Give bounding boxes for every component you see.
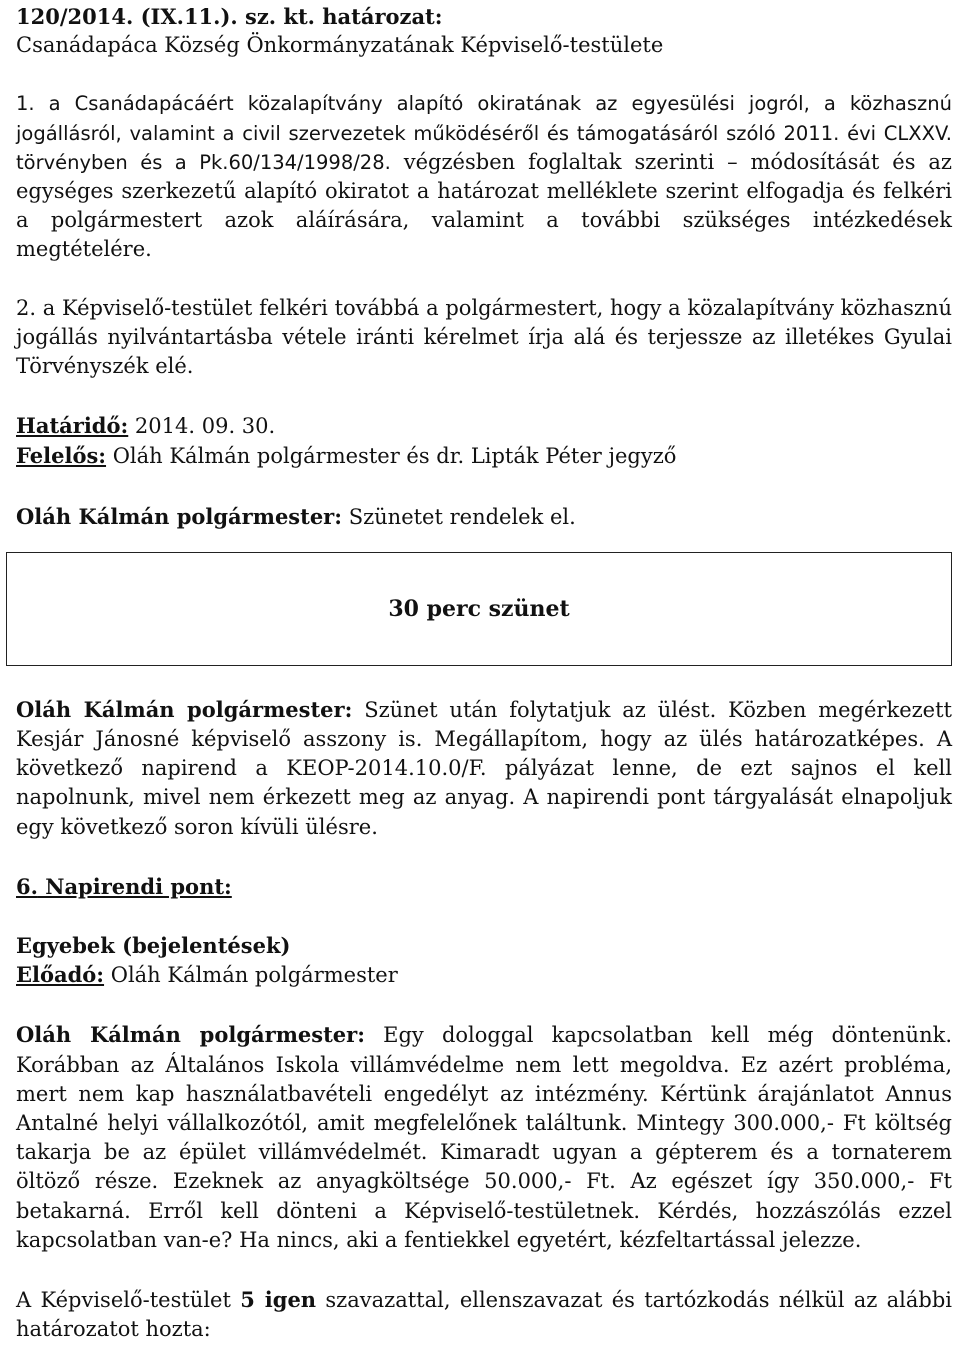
- resolution-point-1: [16, 89, 952, 264]
- vote-prefix: A Képviselő-testület: [16, 1288, 241, 1313]
- document-page: [16, 2, 952, 1345]
- break-box: [6, 552, 952, 666]
- agenda-heading: [16, 872, 952, 901]
- speaker-label: Oláh Kálmán polgármester:: [16, 1022, 365, 1048]
- responsible-label: Felelős:: [16, 443, 107, 469]
- speaker-label: Oláh Kálmán polgármester:: [16, 696, 353, 722]
- presenter-label: Előadó:: [16, 962, 105, 988]
- presenter-value: Oláh Kálmán polgármester: [104, 963, 398, 988]
- responsible-value: Oláh Kálmán polgármester és dr. Lipták Péter jegyző: [106, 444, 677, 469]
- agenda-label: Napirendi pont:: [37, 873, 232, 899]
- agenda-title: Egyebek (bejelentések): [16, 933, 291, 959]
- speech-text: Szünetet rendelek el.: [342, 504, 576, 529]
- speech-break-announcement: [16, 502, 952, 532]
- resolution-point-2: 2. a Képviselő-testület felkéri továbbá a polgármestert, hogy a közalapítvány közhasznú jogállás nyilvántartásba vétele iránti kérelmet írja alá és terjessze az illetékes Gyulai Törvényszék elé.: [16, 295, 952, 379]
- deadline-label: Határidő:: [16, 413, 129, 439]
- vote-count: 5 igen: [240, 1287, 317, 1313]
- vote-suffix: szavazattal, ellenszavazat és tartózkodás nélkül az alábbi határozatot hozta:: [16, 1288, 952, 1342]
- resolution-body: Csanádapáca Község Önkormányzatának Képviselő-testülete: [16, 33, 664, 58]
- speech-text: Szünet után folytatjuk az ülést. Közben megérkezett Kesjár Jánosné képviselő asszony is. Megállapítom, hogy az ülés határozatképes. A következő napirend a KEOP-2014.10.0/F. pályázat lenne, de ezt sajnos el kell napolnunk, mivel nem érkezett meg az anyag. A napirendi pont tárgyalását elnapoljuk egy következő soron kívüli ülésre.: [16, 697, 952, 839]
- speech-after-break: [16, 695, 952, 842]
- resolution-point-1-rest: végzésben foglaltak szerinti – módosítását és az egységes szerkezetű alapító okiratot a határozat melléklete szerint elfogadja és felkéri a polgármestert azok aláírására, valamint a további szükséges intézkedések megtételére.: [16, 149, 952, 262]
- deadline-line: [16, 411, 952, 441]
- resolution-number: 120/2014. (IX.11.). sz. kt. határozat:: [16, 4, 443, 29]
- vote-result: [16, 1285, 952, 1344]
- speaker-label: Oláh Kálmán polgármester:: [16, 503, 343, 529]
- agenda-number: 6.: [16, 873, 38, 899]
- presenter-line: [16, 960, 952, 990]
- speech-text: Egy dologgal kapcsolatban kell még döntenünk. Korábban az Általános Iskola villámvédelme nem lett megoldva. Ez azért probléma, mert nem kap használatbavételi engedélyt az intézmény. Kértünk árajánlatot Annus Antalné helyi vállalkozótól, amit megfelelőnek találtunk. Mintegy 300.000,- Ft költség takarja be az épület villámvédelmét. Kimaradt ugyan a gépterem és a tornaterem öltöző része. Ezeknek az anyagköltsége 50.000,- Ft. Az egészet így 350.000,- Ft betakarná. Erről kell dönteni a Képviselő-testületnek. Kérdés, hozzászólás ezzel kapcsolatban van-e? Ha nincs, aki a fentiekkel egyetért, kézfeltartással jelezze.: [16, 1023, 952, 1252]
- deadline-value: 2014. 09. 30.: [128, 414, 276, 439]
- responsible-line: [16, 441, 952, 471]
- speech-lightning-protection: [16, 1020, 952, 1255]
- break-label: 30 perc szünet: [388, 595, 570, 622]
- resolution-point-1-start: 1. a Csanádapácáért közalapítvány alapító okiratának az egyesülési jogról, a közhasznú jogállásról, valamint a civil szervezetek működéséről és támogatásáról szóló 2011. évi CLXXV. törvényben és a Pk.60/134/1998/28.: [16, 92, 952, 174]
